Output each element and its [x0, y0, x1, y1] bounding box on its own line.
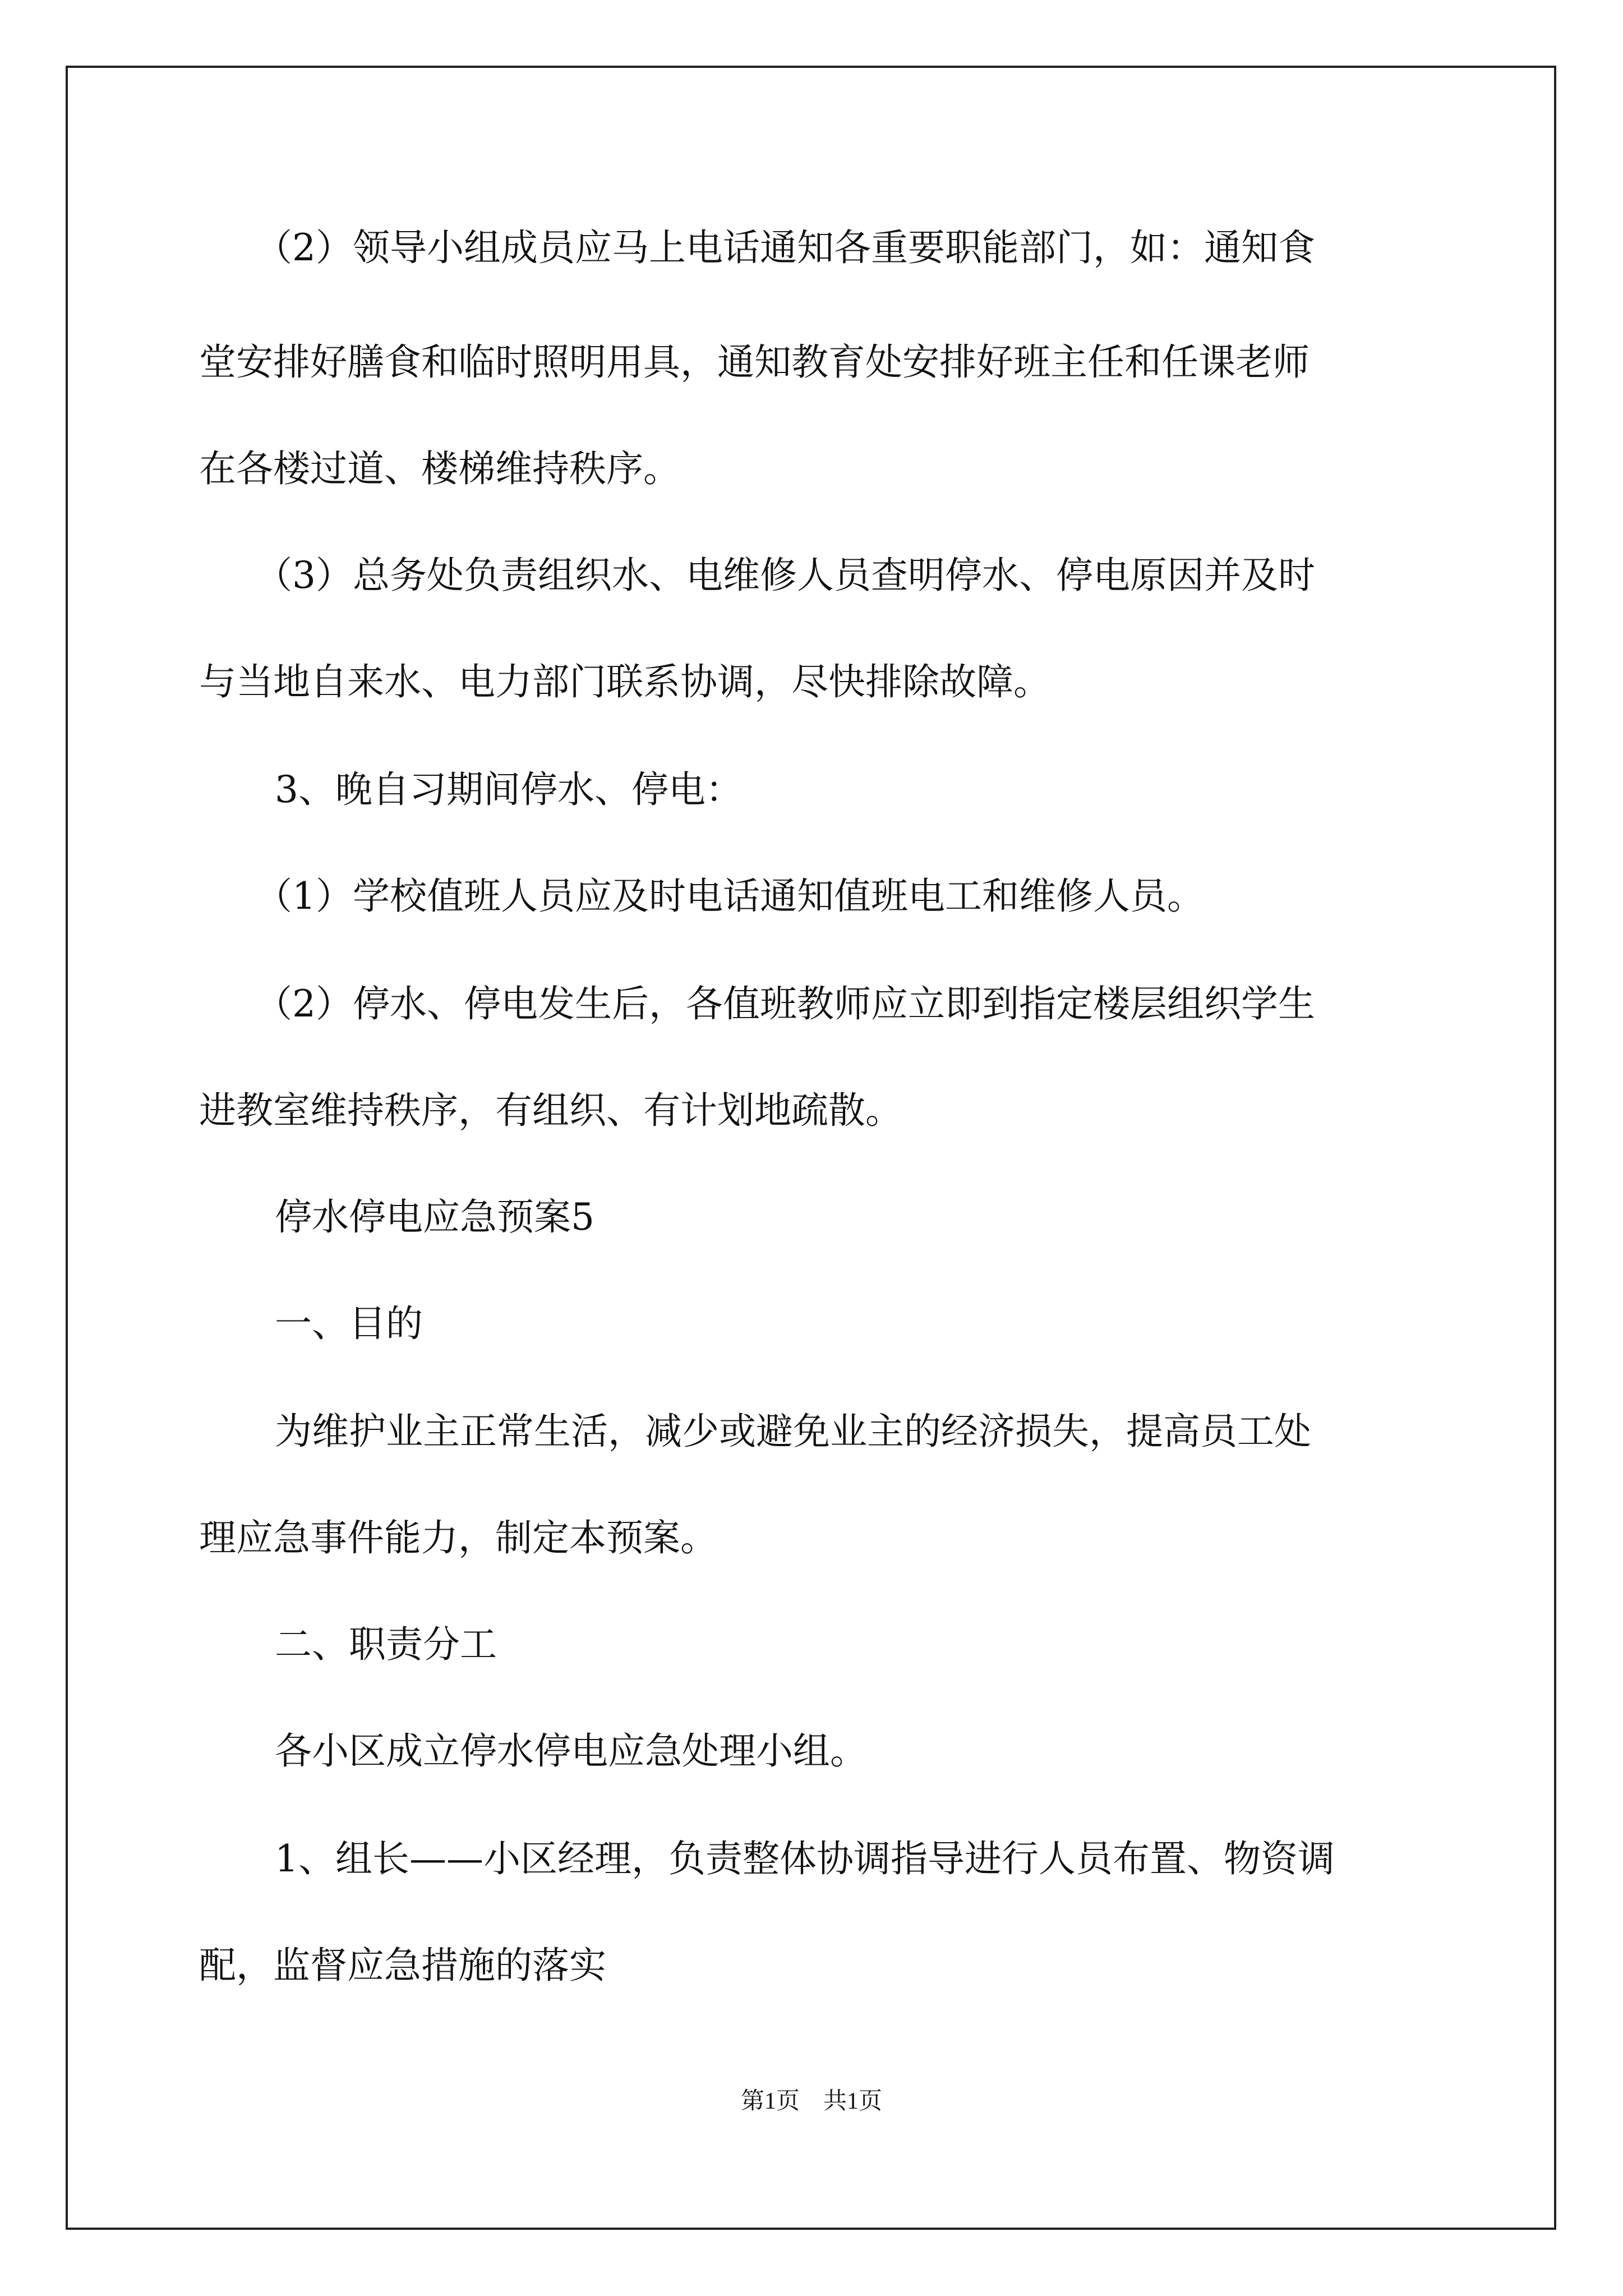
paragraph-line: 在各楼过道、楼梯维持秩序。	[199, 447, 680, 490]
document-title: 停水停电应急预案5	[275, 1195, 594, 1239]
paragraph-line: 配，监督应急措施的落实	[199, 1944, 606, 1987]
paragraph-line: 为维护业主正常生活，减少或避免业主的经济损失，提高员工处	[275, 1410, 1311, 1453]
paragraph-line: 理应急事件能力，制定本预案。	[199, 1516, 717, 1559]
paragraph-line: 进教室维持秩序，有组织、有计划地疏散。	[199, 1089, 902, 1132]
paragraph-line: 各小区成立停水停电应急处理小组。	[275, 1729, 867, 1773]
paragraph-line: （2）领导小组成员应马上电话通知各重要职能部门，如：通知食	[255, 226, 1315, 269]
section-heading: 一、目的	[275, 1302, 423, 1345]
paragraph-line: （2）停水、停电发生后，各值班教师应立即到指定楼层组织学生	[255, 982, 1315, 1025]
paragraph-line: 堂安排好膳食和临时照明用具，通知教育处安排好班主任和任课老师	[199, 341, 1310, 384]
section-heading: 3、晚自习期间停水、停电：	[275, 768, 743, 811]
section-heading: 二、职责分工	[275, 1623, 497, 1666]
paragraph-line: （1）学校值班人员应及时电话通知值班电工和维修人员。	[255, 875, 1204, 918]
paragraph-line: 与当地自来水、电力部门联系协调，尽快排除故障。	[199, 660, 1050, 703]
paragraph-line: 1、组长——小区经理，负责整体协调指导进行人员布置、物资调	[275, 1837, 1335, 1880]
paragraph-line: （3）总务处负责组织水、电维修人员查明停水、停电原因并及时	[255, 554, 1315, 597]
page-border	[66, 66, 1556, 2230]
page-number-footer: 第1页 共1页	[740, 2088, 882, 2114]
